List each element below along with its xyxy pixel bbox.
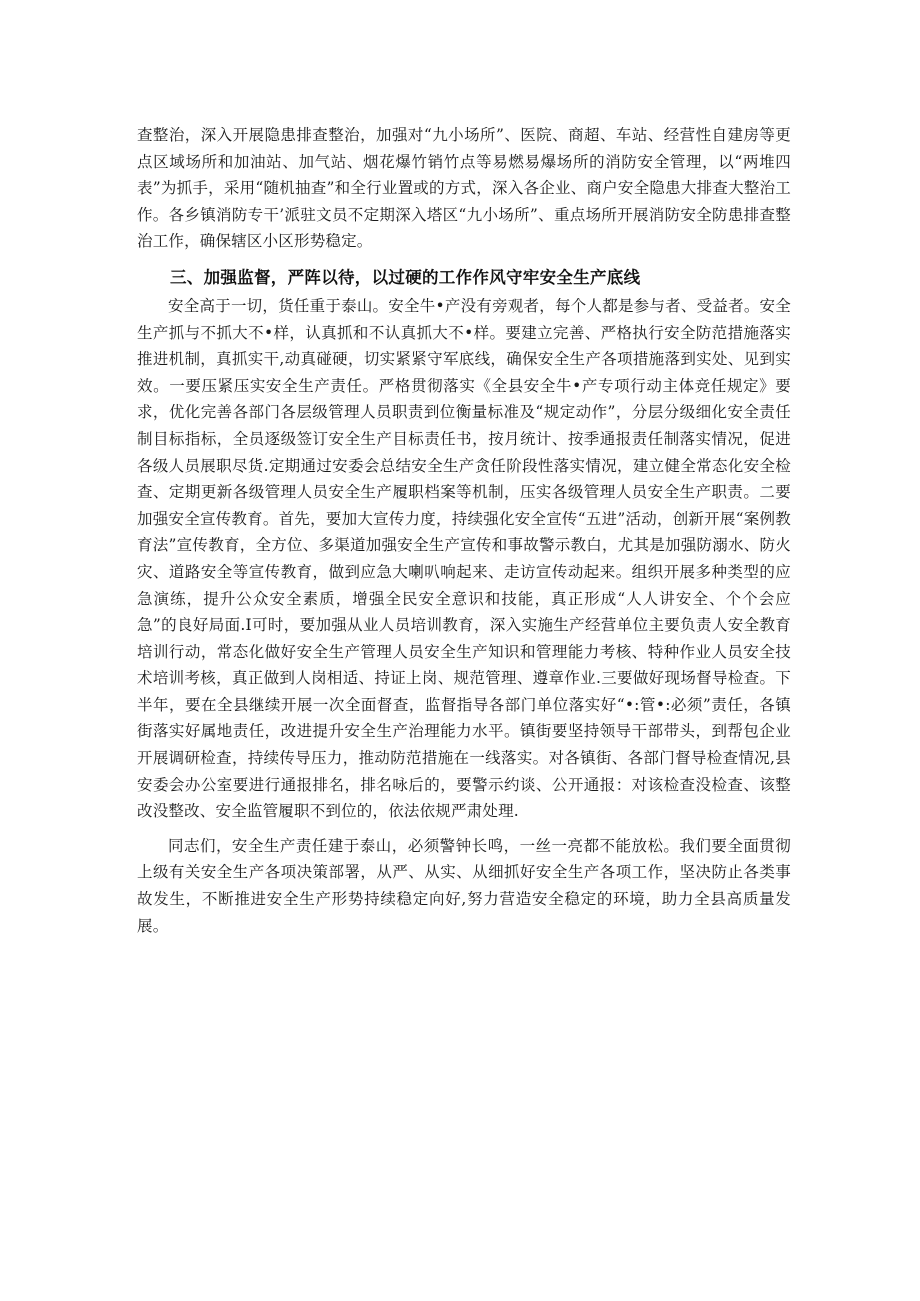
section-heading-3: 三、加强监督，严阵以待，以过硬的工作作风守牢安全生产底线 [170, 267, 641, 287]
paragraph-continuation: 查整治，深入开展隐患排查整治，加强对“九小场所”、医院、商超、车站、经营性自建房等更点区域场所和加油站、加气站、烟花爆竹销竹点等易燃易爆场所的消防安全管理，以“两堆四表”为抓手，采用“随机抽查”和全行业置或的方式，深入各企业、商户安全隐患大排查大整治工作。各乡镇消防专干’派驻文员不定期深入塔区“九小场所”、重点场所开展消防安全防患排查整治工作，确保辖区小区形势稳定。 [137, 126, 791, 251]
paragraph-supervision: 安全高于一切，货任重于泰山。安全牛•产没有旁观者，每个人都是参与者、受益者。安全生产抓与不抓大不•样，认真抓和不认真抓大不•样。要建立完善、严格执行安全防范措施落实推进机制，真抓实干,动真碰硬，切实紧紧守军底线，确保安全生产各项措施落到实处、见到实效。一要压紧压实安全生产责任。严格贯彻落实《全县安全牛•产专项行动主体竞任规定》要求，优化完善各部门各层级管理人员职责到位衡量标准及“规定动作”，分层分级细化安全责任制目标指标，全员逐级签订安全生产目标责任书，按月统计、按季通报责任制落实情况，促进各级人员展职尽货.定期通过安委会总结安全生产贪任阶段性落实情况，建立健全常态化安全检查、定期更新各级管理人员安全生产履职档案等机制，压实各级管理人员安全生产职责。二要加强安全宣传教育。首先，要加大宣传力度，持续强化安全宣传“五进”活动，创新开展“案例教育法”宣传教育，全方位、多渠道加强安全生产宣传和事故警示教白，尤其是加强防溺水、防火灾、道路安全等宣传教育，做到应急大喇叭响起来、走访宣传动起来。组织开展多种类型的应急演练，提升公众安全素质，增强全民安全意识和技能，真正形成“人人讲安全、个个会应急”的良好局面.I可时，要加强从业人员培训教育，深入实施生产经营单位主要负责人安全教育培训行动，常态化做好安全生产管理人员安全生产知识和管理能力考核、特种作业人员安全技术培训考核，真正做到人岗相适、持证上岗、规范管理、遵章作业.三要做好现场督导检查。下半年，要在全县继续开展一次全面督查，监督指导各部门单位落实好“•:管•:必须”责任，各镇街落实好属地责任，改进提升安全生产治理能力水平。镇街要坚持领导干部带头，到帮包企业开展调研检查，持续传导压力，推动防范措施在一线落实。对各镇街、各部门督导检查情况,县安委会办公室要进行通报排名，排名咏后的，要警示约谈、公开通报：对该检查没检查、该整改没整改、安全监管履职不到位的，依法依规严肃处理. [137, 296, 791, 821]
paragraph-closing: 同志们，安全生产责任建于泰山，必须警钟长鸣，一丝一亮都不能放松。我们要全面贯彻上级有关安全生产各项决策部署，从严、从实、从细抓好安全生产各项工作，坚决防止各类事故发生，不断推进安全生产形势持续稳定向好,努力营造安全稳定的环境，助力全县高质量发展。 [137, 836, 791, 935]
document-page [137, 122, 791, 939]
